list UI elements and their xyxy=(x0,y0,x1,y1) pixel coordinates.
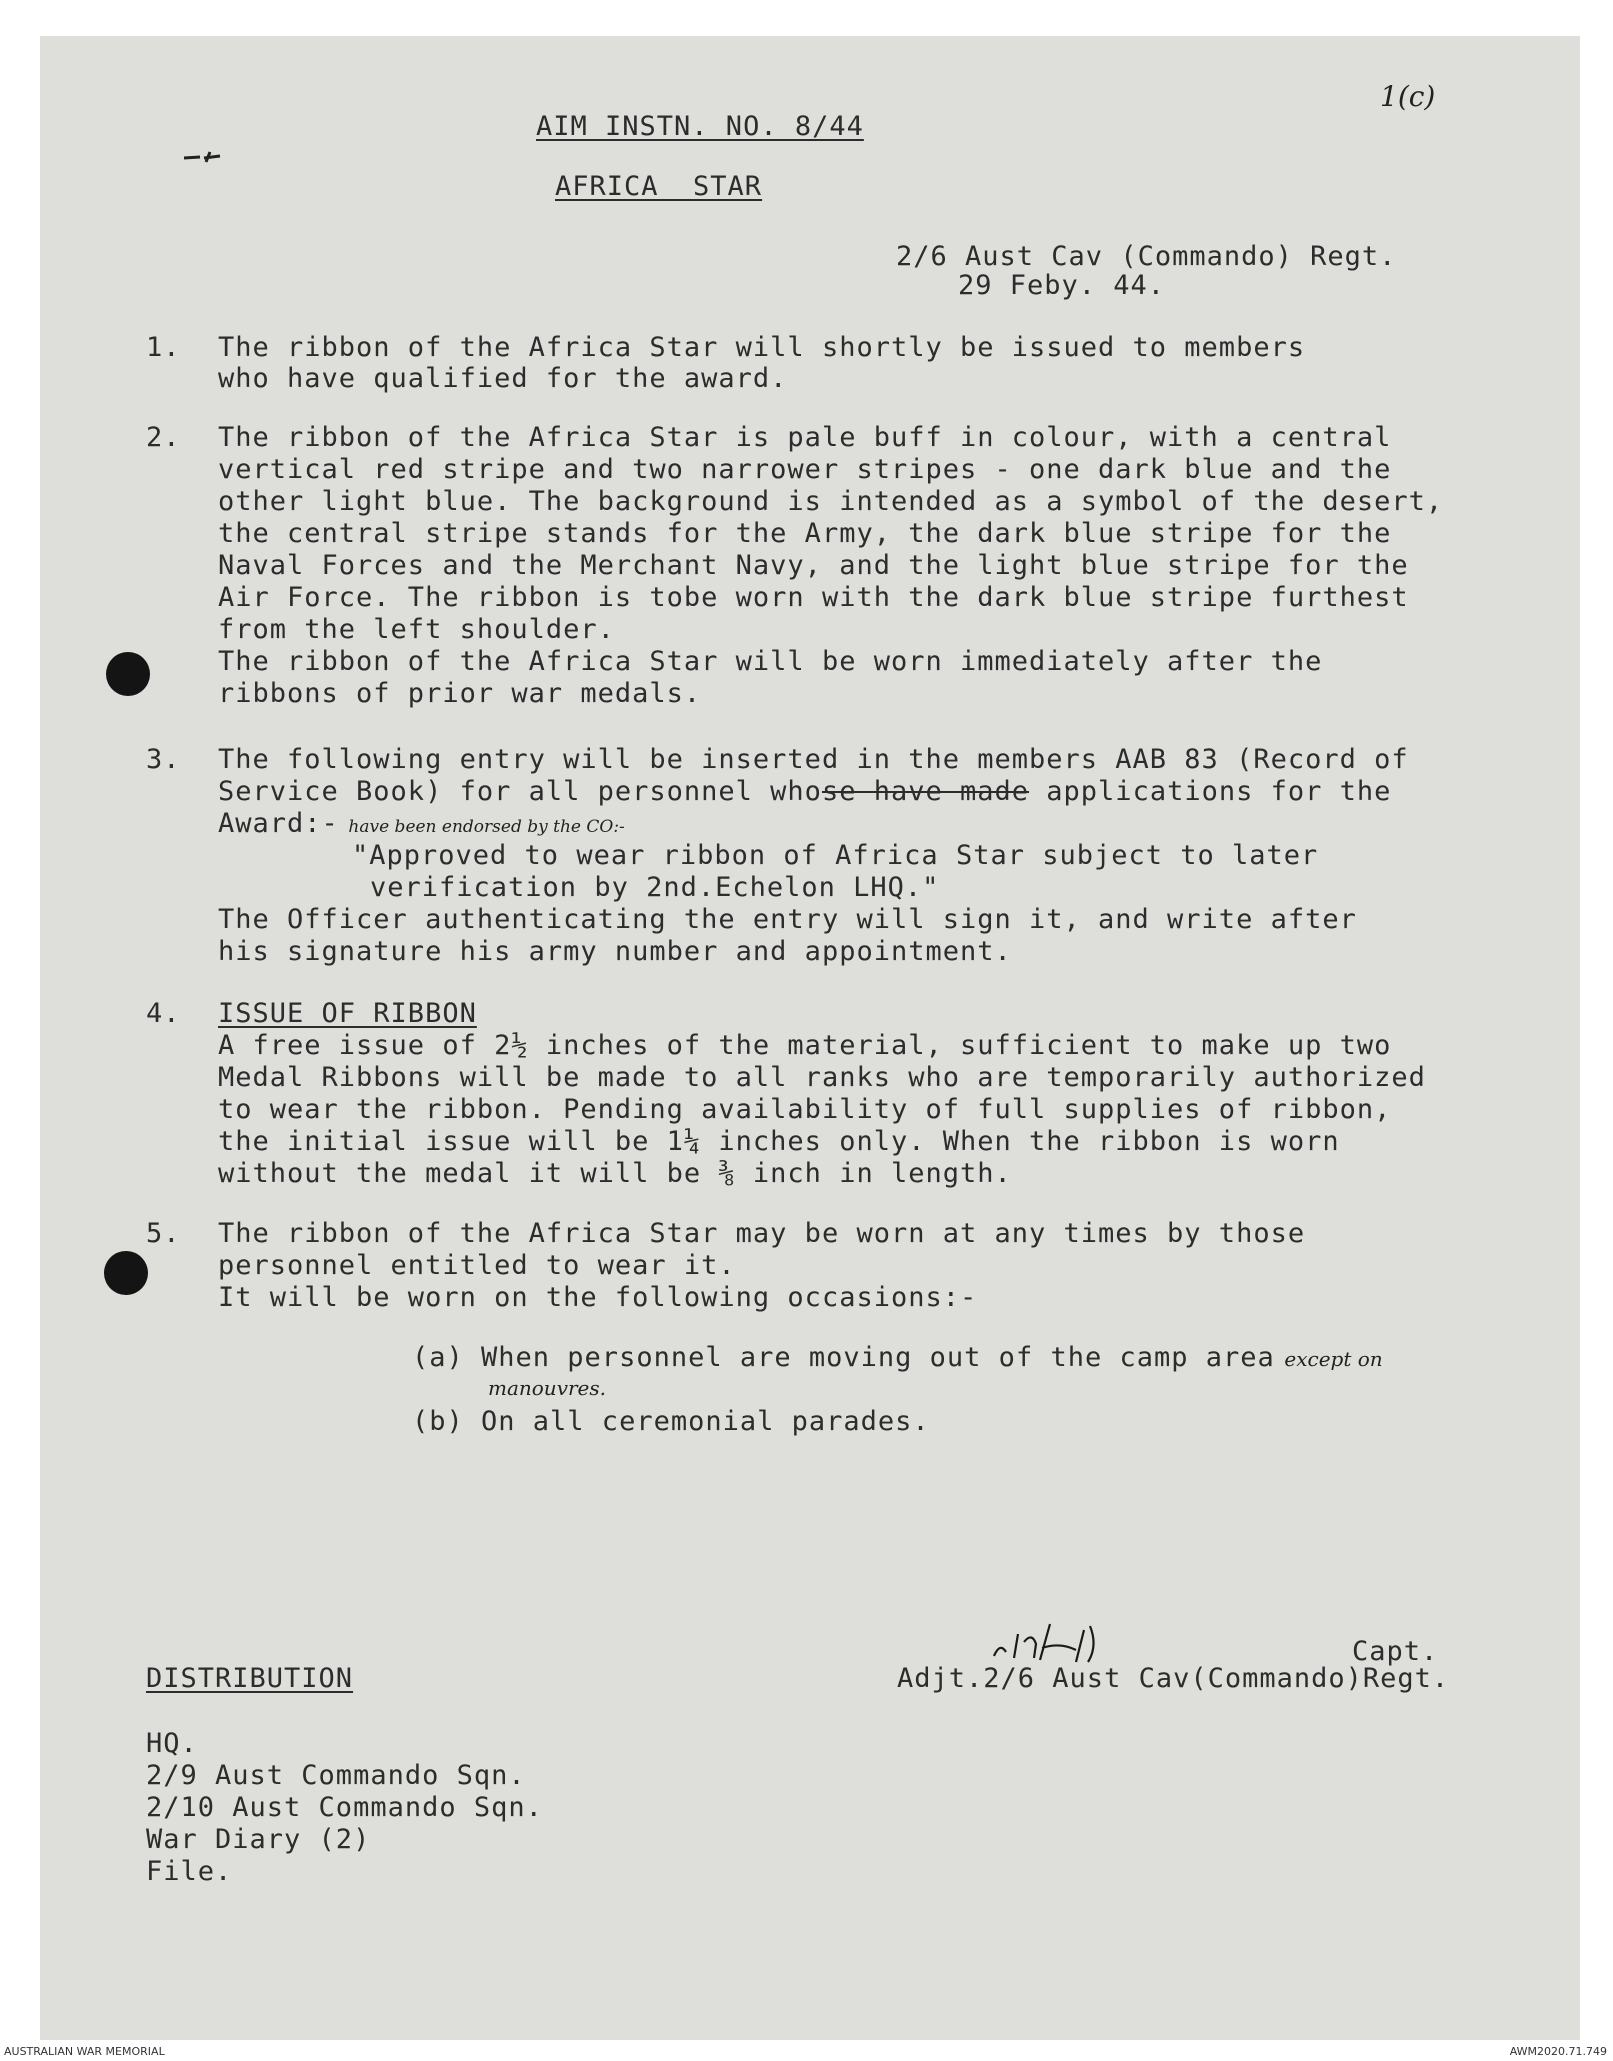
distribution-item: HQ. xyxy=(146,1728,198,1759)
para-2-line-1: The ribbon of the Africa Star is pale buff in colour, with a central xyxy=(218,422,1392,453)
para-4-line-1: A free issue of 2½ inches of the material, sufficient to make up two xyxy=(218,1030,1392,1061)
para-3-line-4: The Officer authenticating the entry will sign it, and write after xyxy=(218,904,1357,935)
para-4-heading: ISSUE OF RIBBON xyxy=(218,998,477,1029)
para-5-line-3: It will be worn on the following occasions:- xyxy=(218,1282,978,1313)
para-2-line-5: Naval Forces and the Merchant Navy, and the light blue stripe for the xyxy=(218,550,1409,581)
subject-heading: AFRICA STAR xyxy=(555,171,763,202)
para-4-line-4: the initial issue will be 1¼ inches only. When the ribbon is worn xyxy=(218,1126,1340,1157)
document-page xyxy=(40,36,1580,2040)
para-2-line-6: Air Force. The ribbon is tobe worn with the dark blue stripe furthest xyxy=(218,582,1409,613)
distribution-item: 2/9 Aust Commando Sqn. xyxy=(146,1760,526,1791)
footer-credit: AUSTRALIAN WAR MEMORIAL xyxy=(4,2045,165,2058)
para-2-line-3: other light blue. The background is intended as a symbol of the desert, xyxy=(218,486,1444,517)
para-2-line-2: vertical red stripe and two narrower stripes - one dark blue and the xyxy=(218,454,1392,485)
punch-hole-top xyxy=(106,652,150,696)
punch-hole-bottom xyxy=(104,1251,148,1295)
para-4-number: 4. xyxy=(146,998,181,1029)
para-3-line-2-end: applications for the xyxy=(1029,776,1392,807)
para-5-line-1: The ribbon of the Africa Star may be worn at any times by those xyxy=(218,1218,1306,1249)
signatory-appointment: Adjt.2/6 Aust Cav(Commando)Regt. xyxy=(897,1663,1450,1694)
para-3-line-3 xyxy=(218,808,625,839)
para-3-line-5: his signature his army number and appointment. xyxy=(218,936,1012,967)
occasion-b: (b) On all ceremonial parades. xyxy=(412,1406,930,1437)
para-3-line-2 xyxy=(218,776,1391,807)
para-2-line-9: ribbons of prior war medals. xyxy=(218,678,702,709)
para-5-number: 5. xyxy=(146,1218,181,1249)
occasion-a-text: (a) When personnel are moving out of the camp area xyxy=(412,1342,1275,1373)
para-4-line-2: Medal Ribbons will be made to all ranks who are temporarily authorized xyxy=(218,1062,1426,1093)
footer-accession-number: AWM2020.71.749 xyxy=(1509,2045,1607,2058)
para-3-number: 3. xyxy=(146,744,181,775)
handwritten-annotation: have been endorsed by the CO:- xyxy=(348,817,625,837)
occasion-a-handwritten: except on xyxy=(1284,1347,1383,1371)
distribution-item: File. xyxy=(146,1856,233,1887)
document-date: 29 Feby. 44. xyxy=(958,270,1166,301)
occasion-a-handwritten-2: manouvres. xyxy=(488,1376,607,1400)
para-2-line-7: from the left shoulder. xyxy=(218,614,615,645)
para-4-line-5: without the medal it will be ⅜ inch in length. xyxy=(218,1158,1012,1189)
para-1-line-1: The ribbon of the Africa Star will shortly be issued to members xyxy=(218,332,1306,363)
distribution-heading: DISTRIBUTION xyxy=(146,1663,354,1694)
para-3-line-1: The following entry will be inserted in the members AAB 83 (Record of xyxy=(218,744,1409,775)
para-3-line-2-start: Service Book) for all personnel who xyxy=(218,776,822,807)
award-label: Award:- xyxy=(218,808,339,839)
entry-quote-line-2: verification by 2nd.Echelon LHQ." xyxy=(370,872,940,903)
instruction-title: AIM INSTN. NO. 8/44 xyxy=(536,111,864,142)
distribution-item: War Diary (2) xyxy=(146,1824,371,1855)
pen-mark xyxy=(180,148,240,168)
para-2-line-4: the central stripe stands for the Army, the dark blue stripe for the xyxy=(218,518,1392,549)
para-2-line-8: The ribbon of the Africa Star will be worn immediately after the xyxy=(218,646,1323,677)
para-4-line-3: to wear the ribbon. Pending availability of full supplies of ribbon, xyxy=(218,1094,1392,1125)
occasion-a xyxy=(412,1342,1383,1373)
entry-quote-line-1: "Approved to wear ribbon of Africa Star subject to later xyxy=(352,840,1319,871)
handwritten-signature xyxy=(980,1612,1200,1668)
struck-text: se have made xyxy=(821,776,1030,807)
para-1-number: 1. xyxy=(146,332,181,363)
para-5-line-2: personnel entitled to wear it. xyxy=(218,1250,736,1281)
unit-name: 2/6 Aust Cav (Commando) Regt. xyxy=(896,241,1397,272)
distribution-item: 2/10 Aust Commando Sqn. xyxy=(146,1792,543,1823)
para-1-line-2: who have qualified for the award. xyxy=(218,363,788,394)
signatory-rank: Capt. xyxy=(1352,1636,1439,1667)
para-2-number: 2. xyxy=(146,422,181,453)
page-mark: 1(c) xyxy=(1380,80,1436,113)
